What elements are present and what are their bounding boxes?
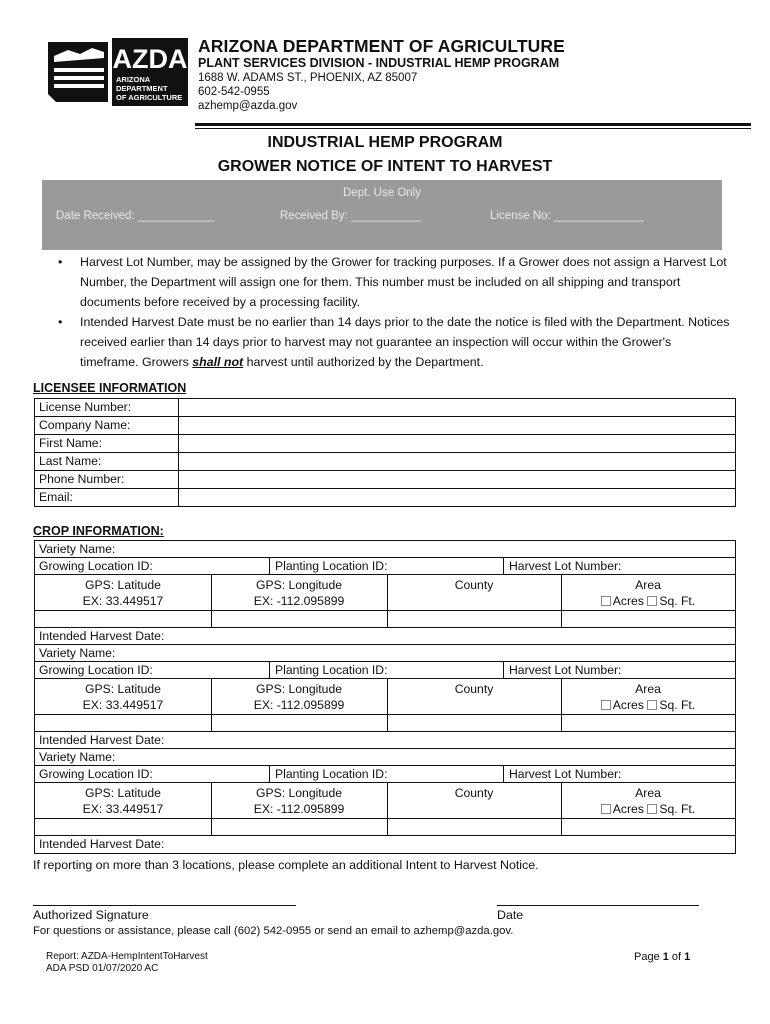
gps-entry-row <box>35 715 735 732</box>
letterhead <box>198 36 565 113</box>
additional-locations-note: If reporting on more than 3 locations, please complete an additional Intent to Harvest Notice. <box>33 858 539 872</box>
date-label: Date <box>497 908 524 922</box>
sqft-checkbox[interactable] <box>647 804 657 814</box>
location-row <box>35 662 735 679</box>
county-label: County <box>454 786 494 800</box>
gps-header-row <box>35 679 735 715</box>
instruction-text: harvest until authorized by the Department. <box>243 355 484 369</box>
location-row <box>35 558 735 575</box>
logo-mark: AZDA <box>112 44 188 74</box>
table-row <box>35 489 736 507</box>
acres-label: Acres <box>612 594 644 608</box>
page-prefix: Page <box>634 951 663 963</box>
instruction-text: Harvest Lot Number, may be assigned by the Grower for tracking purposes. If a Grower does not assign a Harvest Lot Number, the Department will assign one for them. This number must be included on all shipping and transport documents before received by a processing facility. <box>80 255 727 309</box>
area-label: Area <box>635 578 661 592</box>
page-total: 1 <box>684 951 691 963</box>
acres-checkbox[interactable] <box>601 596 611 606</box>
logo-line-2: DEPARTMENT <box>116 84 168 93</box>
agency-address: 1688 W. ADAMS ST., PHOENIX, AZ 85007 <box>198 72 418 84</box>
sqft-label: Sq. Ft. <box>659 698 696 712</box>
latitude-example: EX: 33.449517 <box>82 594 164 608</box>
logo-line-3: OF AGRICULTURE <box>116 93 183 102</box>
email-input[interactable] <box>179 489 736 507</box>
report-id: Report: AZDA-HempIntentToHarvest <box>46 951 208 962</box>
harvest-lot-label: Harvest Lot Number: <box>509 663 622 677</box>
longitude-example: EX: -112.095899 <box>253 698 345 712</box>
growing-location-label: Growing Location ID: <box>39 559 153 573</box>
page-of: of <box>668 951 685 963</box>
signature-label: Authorized Signature <box>33 908 149 922</box>
license-number-label: License Number: <box>35 399 179 417</box>
crop-heading: CROP INFORMATION: <box>33 524 164 538</box>
form-subtitle: GROWER NOTICE OF INTENT TO HARVEST <box>217 158 553 175</box>
intended-harvest-label: Intended Harvest Date: <box>39 629 165 643</box>
variety-name-field[interactable] <box>35 645 735 662</box>
sqft-label: Sq. Ft. <box>659 802 696 816</box>
intended-harvest-date-field[interactable] <box>35 628 735 645</box>
crop-block <box>35 541 735 645</box>
intended-harvest-date-field[interactable] <box>35 732 735 749</box>
first-name-label: First Name: <box>35 435 179 453</box>
received-by-field: Received By: ___________ <box>280 210 422 222</box>
acres-checkbox[interactable] <box>601 804 611 814</box>
longitude-label: GPS: Longitude <box>255 682 343 696</box>
logo-line-1: ARIZONA <box>116 75 151 84</box>
latitude-example: EX: 33.449517 <box>82 802 164 816</box>
dept-use-title: Dept. Use Only <box>343 187 421 199</box>
county-label: County <box>454 682 494 696</box>
latitude-label: GPS: Latitude <box>85 682 161 696</box>
instruction-item <box>52 312 732 372</box>
table-row <box>35 471 736 489</box>
acres-label: Acres <box>612 802 644 816</box>
page-number <box>634 951 690 963</box>
variety-name-label: Variety Name: <box>39 542 116 556</box>
planting-location-label: Planting Location ID: <box>275 559 388 573</box>
planting-location-label: Planting Location ID: <box>275 767 388 781</box>
licensee-heading: LICENSEE INFORMATION <box>33 381 187 395</box>
phone-number-input[interactable] <box>179 471 736 489</box>
company-name-label: Company Name: <box>35 417 179 435</box>
crop-block <box>35 645 735 749</box>
table-row <box>35 453 736 471</box>
harvest-lot-label: Harvest Lot Number: <box>509 559 622 573</box>
gps-entry-row <box>35 611 735 628</box>
harvest-lot-label: Harvest Lot Number: <box>509 767 622 781</box>
dept-use-box <box>42 180 722 250</box>
first-name-input[interactable] <box>179 435 736 453</box>
table-row <box>35 435 736 453</box>
agency-email: azhemp@azda.gov <box>198 100 298 112</box>
form-title: INDUSTRIAL HEMP PROGRAM <box>267 134 503 151</box>
longitude-example: EX: -112.095899 <box>253 802 345 816</box>
intended-harvest-date-field[interactable] <box>35 836 735 853</box>
gps-header-row <box>35 575 735 611</box>
intended-harvest-label: Intended Harvest Date: <box>39 837 165 851</box>
area-label: Area <box>635 786 661 800</box>
date-received-field: Date Received: ____________ <box>56 210 215 222</box>
contact-info: For questions or assistance, please call (602) 542-0955 or send an email to azhemp@azda.gov. <box>33 925 514 937</box>
variety-name-field[interactable] <box>35 749 735 766</box>
planting-location-label: Planting Location ID: <box>275 663 388 677</box>
gps-header-row <box>35 783 735 819</box>
page-current: 1 <box>662 951 669 963</box>
licensee-table <box>34 398 736 507</box>
intended-harvest-label: Intended Harvest Date: <box>39 733 165 747</box>
license-no-field: License No: ______________ <box>490 210 644 222</box>
longitude-example: EX: -112.095899 <box>253 594 345 608</box>
division-name: PLANT SERVICES DIVISION - INDUSTRIAL HEMP PROGRAM <box>198 56 560 70</box>
agency-name: ARIZONA DEPARTMENT OF AGRICULTURE <box>198 36 565 56</box>
date-line[interactable] <box>497 905 699 906</box>
crop-block <box>35 749 735 853</box>
email-label: Email: <box>35 489 179 507</box>
report-footer <box>46 951 208 975</box>
latitude-label: GPS: Latitude <box>85 786 161 800</box>
header-rule <box>195 123 751 126</box>
variety-name-label: Variety Name: <box>39 646 116 660</box>
signature-line[interactable] <box>33 905 296 906</box>
last-name-input[interactable] <box>179 453 736 471</box>
growing-location-label: Growing Location ID: <box>39 663 153 677</box>
acres-checkbox[interactable] <box>601 700 611 710</box>
ada-code: ADA PSD 01/07/2020 AC <box>46 963 159 974</box>
license-number-input[interactable] <box>179 399 736 417</box>
company-name-input[interactable] <box>179 417 736 435</box>
variety-name-label: Variety Name: <box>39 750 116 764</box>
county-label: County <box>454 578 494 592</box>
sqft-label: Sq. Ft. <box>659 594 696 608</box>
latitude-example: EX: 33.449517 <box>82 698 164 712</box>
table-row <box>35 417 736 435</box>
crop-table <box>34 540 736 854</box>
table-row <box>35 399 736 417</box>
azda-logo <box>46 38 188 106</box>
instructions-list <box>52 252 732 372</box>
instruction-item <box>52 252 732 312</box>
growing-location-label: Growing Location ID: <box>39 767 153 781</box>
sqft-checkbox[interactable] <box>647 700 657 710</box>
longitude-label: GPS: Longitude <box>255 786 343 800</box>
area-label: Area <box>635 682 661 696</box>
phone-number-label: Phone Number: <box>35 471 179 489</box>
acres-label: Acres <box>612 698 644 712</box>
latitude-label: GPS: Latitude <box>85 578 161 592</box>
gps-entry-row <box>35 819 735 836</box>
instruction-text: Intended Harvest Date must be no earlier than 14 days prior to the date the notice is filed with the Department. Notices received earlier than 14 days prior to harvest may not guarantee an inspection will occur within the Grower's timeframe. Growers <box>80 315 730 369</box>
agency-phone: 602-542-0955 <box>198 86 270 98</box>
variety-name-field[interactable] <box>35 541 735 558</box>
sqft-checkbox[interactable] <box>647 596 657 606</box>
header-rule-thin <box>195 128 751 129</box>
location-row <box>35 766 735 783</box>
last-name-label: Last Name: <box>35 453 179 471</box>
emphasis-text: shall not <box>192 355 244 369</box>
longitude-label: GPS: Longitude <box>255 578 343 592</box>
